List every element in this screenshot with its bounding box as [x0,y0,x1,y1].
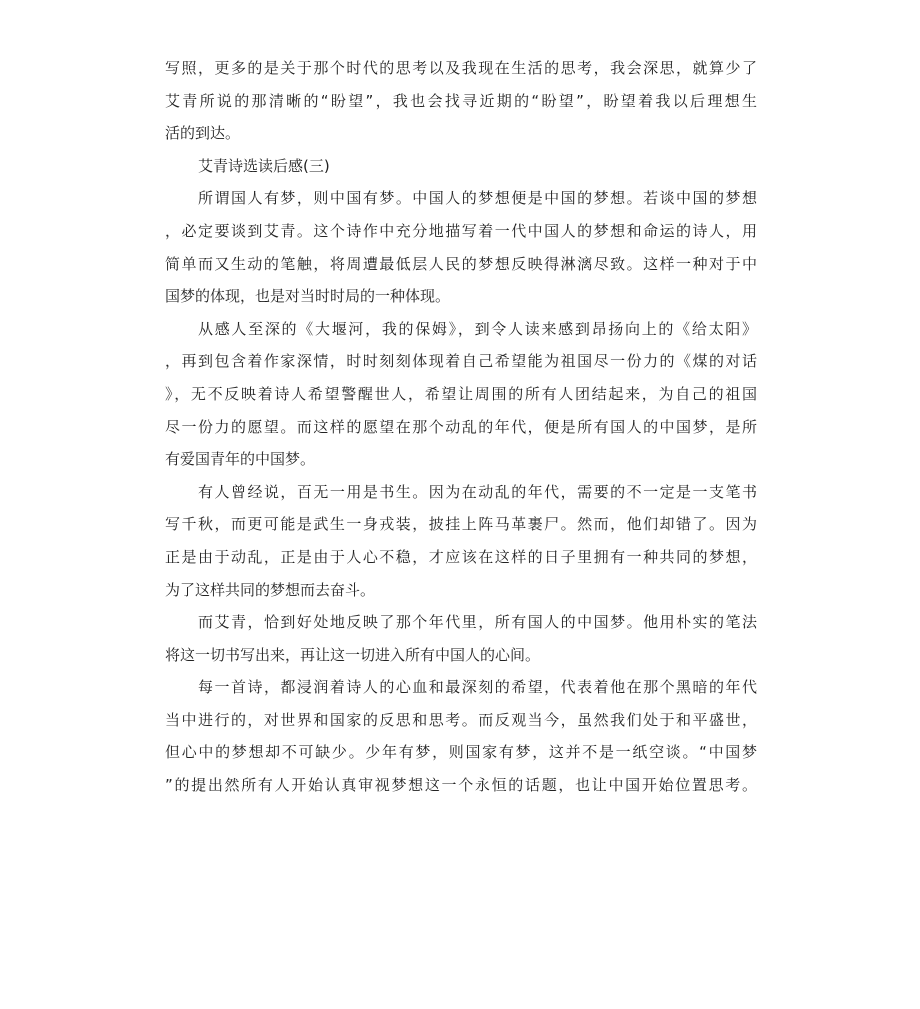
text-line: 尽一份力的愿望。而这样的愿望在那个动乱的年代，便是所有国人的中国梦，是所 [165,417,757,436]
text-line: 活的到达。 [165,124,241,143]
text-line: 写千秋，而更可能是武生一身戎装，披挂上阵马革裹尸。然而，他们却错了。因为 [165,515,757,534]
paragraph-first-line: 而艾青，恰到好处地反映了那个年代里，所有国人的中国梦。他用朴实的笔法 [198,613,757,632]
text-line: 当中进行的，对世界和国家的反思和思考。而反观当今，虽然我们处于和平盛世， [165,710,757,729]
paragraph-first-line: 艾青诗选读后感(三) [198,156,330,175]
text-line: 国梦的体现，也是对当时时局的一种体现。 [165,287,451,306]
paragraph-first-line: 所谓国人有梦，则中国有梦。中国人的梦想便是中国的梦想。若谈中国的梦想 [198,189,757,208]
text-line: 为了这样共同的梦想而去奋斗。 [165,580,376,599]
text-line: 有爱国青年的中国梦。 [165,450,316,469]
document-body [165,52,757,802]
paragraph-first-line: 有人曾经说，百无一用是书生。因为在动乱的年代，需要的不一定是一支笔书 [198,482,757,501]
paragraph-first-line: 每一首诗，都浸润着诗人的心血和最深刻的希望，代表着他在那个黑暗的年代 [198,678,757,697]
text-line: ，再到包含着作家深情，时时刻刻体现着自己希望能为祖国尽一份力的《煤的对话 [165,352,757,371]
text-line: 简单而又生动的笔触，将周遭最低层人民的梦想反映得淋漓尽致。这样一种对于中 [165,254,757,273]
text-line: 写照，更多的是关于那个时代的思考以及我现在生活的思考，我会深思，就算少了 [165,59,757,77]
text-line: 正是由于动乱，正是由于人心不稳，才应该在这样的日子里拥有一种共同的梦想， [165,547,757,566]
text-line: 》，无不反映着诗人希望警醒世人，希望让周围的所有人团结起来，为自己的祖国 [165,384,757,403]
text-line: ，必定要谈到艾青。这个诗作中充分地描写着一代中国人的梦想和命运的诗人，用 [165,221,757,240]
paragraph-first-line: 从感人至深的《大堰河，我的保姆》，到令人读来感到昂扬向上的《给太阳》 [198,319,757,338]
text-line: 艾青所说的那清晰的“盼望”，我也会找寻近期的“盼望”，盼望着我以后理想生 [165,91,757,110]
text-line: 但心中的梦想却不可缺少。少年有梦，则国家有梦，这并不是一纸空谈。“中国梦 [165,743,757,762]
text-line: ”的提出然所有人开始认真审视梦想这一个永恒的话题，也让中国开始位置思考。 [165,776,757,795]
text-line: 将这一切书写出来，再让这一切进入所有中国人的心间。 [165,645,541,664]
